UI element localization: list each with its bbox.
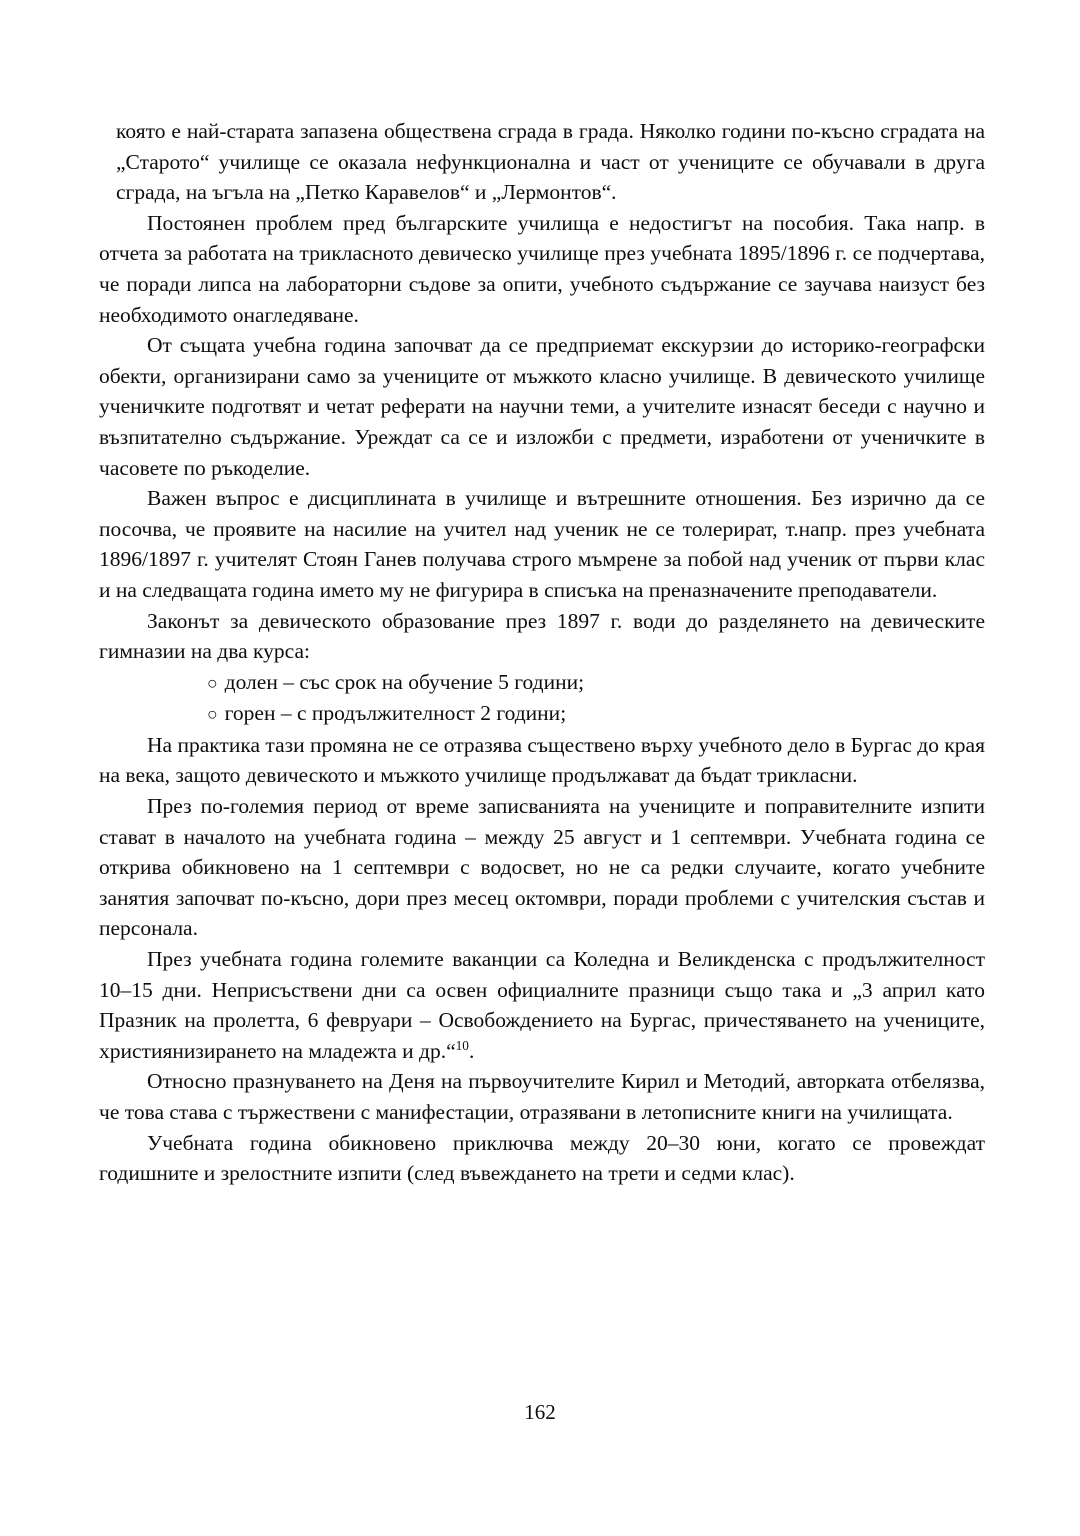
list-item	[99, 667, 985, 699]
footnote-reference: 10	[455, 1037, 469, 1053]
paragraph: Учебната година обикновено приключва между 20–30 юни, когато се провеждат годишните и зрелостните изпити (след въвеждането на трети и седми клас).	[99, 1130, 985, 1186]
paragraph: През по-големия период от време записванията на учениците и поправителните изпити стават в началото на учебната година – между 25 август и 1 септември. Учебната година се открива обикновено на 1 септември с водосвет, но не са редки случаите, когато учебните занятия започват по-късно, дори през месец октомври, поради проблеми с учителския състав и персонала.	[99, 794, 985, 941]
circle-bullet-icon: ○	[207, 672, 218, 693]
text-body	[99, 116, 985, 1189]
paragraph-with-footnote	[99, 944, 985, 1066]
paragraph-continuation: която е най-старата запазена обществена сграда в града. Няколко години по-късно сградата на „Старото“ училище се оказала нефункционална и част от учениците се обучавали в друга сграда, на ъгъла на „Петко Каравелов“ и „Лермонтов“.	[116, 119, 985, 205]
paragraph: Относно празнуването на Деня на първоучителите Кирил и Методий, авторката отбелязва, че това става с тържествени с манифестации, отразявани в летописните книги на училищата.	[99, 1069, 985, 1124]
paragraph: Важен въпрос е дисциплината в училище и вътрешните отношения. Без изрично да се посочва, че проявите на насилие на учител над ученик не се толерират, т.напр. през учебната 1896/1897 г. учителят Стоян Ганев получава строго мъмрене за побой над ученик от първи клас и на следващата година името му не фигурира в списъка на преназначените преподаватели.	[99, 486, 985, 602]
paragraph-text-after-footnote: .	[468, 1038, 475, 1063]
circle-bullet-icon: ○	[207, 704, 218, 725]
paragraph: На практика тази промяна не се отразява съществено върху учебното дело в Бургас до края на века, защото девическото и мъжкото училище продължават да бъдат трикласни.	[99, 732, 985, 788]
page-number: 162	[524, 1400, 556, 1424]
paragraph-text: През учебната година големите ваканции са Коледна и Великденска с продължителност 10–15 дни. Неприсъствени дни са освен официалните празници също така и „3 април като Празник на пролетта, 6 февруари – Освобождението на Бургас, причестяването на учениците, християнизирането на младежта и др.“	[99, 947, 985, 1063]
paragraph: Постоянен проблем пред българските училища е недостигът на пособия. Така напр. в отчета за работата на трикласното девическо училище през учебната 1895/1896 г. се подчертава, че поради липса на лабораторни съдове за опити, учебното съдържание се заучава наизуст без необходимото онагледяване.	[99, 210, 985, 327]
paragraph: Законът за девическото образование през 1897 г. води до разделянето на девическите гимназии на два курса:	[99, 608, 985, 664]
list-item-text: долен – със срок на обучение 5 години;	[224, 669, 585, 694]
paragraph: От същата учебна година започват да се предприемат екскурзии до историко-географски обекти, организирани само за учениците от мъжкото класно училище. В девическото училище ученичките подготвят и четат реферати на научни теми, а учителите изнасят беседи с научно и възпитателно съдържание. Уреждат са се и изложби с предмети, изработени от ученичките в часовете по ръкоделие.	[99, 333, 985, 480]
list-item-text: горен – с продължителност 2 години;	[224, 701, 567, 726]
list-item	[99, 698, 985, 730]
